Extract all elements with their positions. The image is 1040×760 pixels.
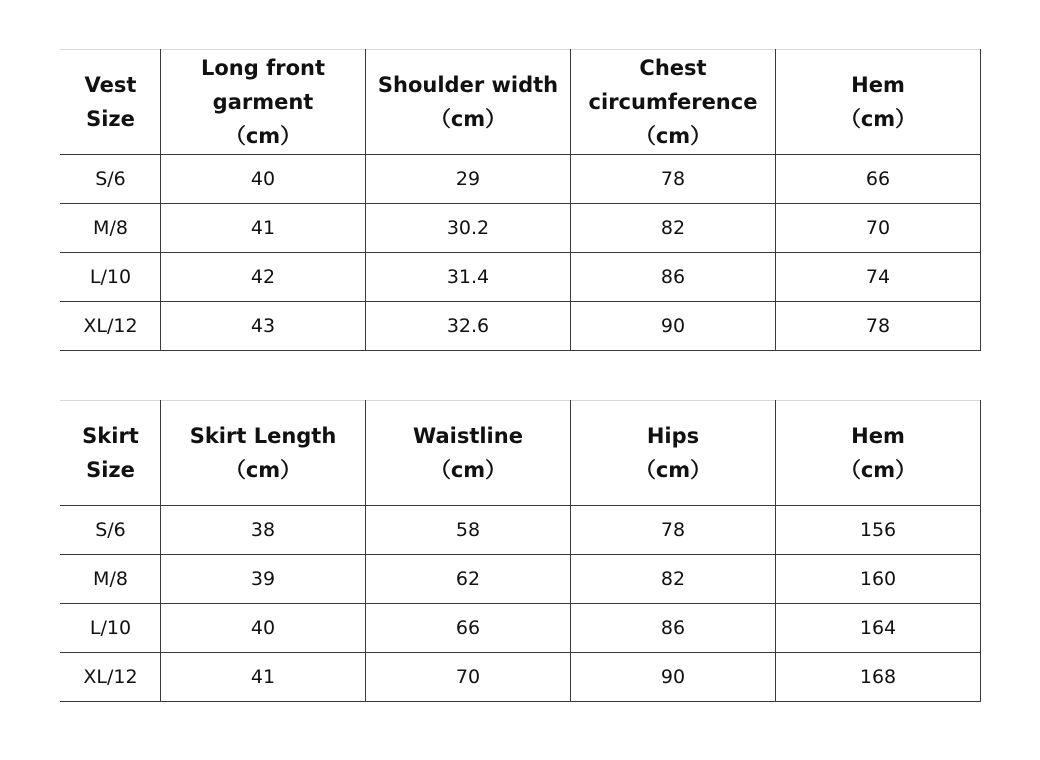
table-cell: 82 bbox=[571, 555, 776, 604]
table-cell: 86 bbox=[571, 604, 776, 653]
size-cell: XL/12 bbox=[61, 302, 161, 351]
table-row bbox=[61, 253, 981, 302]
header-line: Size bbox=[86, 107, 135, 131]
table-cell: 43 bbox=[161, 302, 366, 351]
header-line: Skirt bbox=[82, 424, 139, 448]
table-row bbox=[61, 155, 981, 204]
table-cell: 31.4 bbox=[366, 253, 571, 302]
table-cell: 40 bbox=[161, 604, 366, 653]
header-line: （cm） bbox=[839, 107, 917, 131]
table-cell: 90 bbox=[571, 653, 776, 702]
header-cell-long-front-garment bbox=[161, 50, 366, 155]
table-cell: 58 bbox=[366, 506, 571, 555]
header-cell-hem bbox=[776, 50, 981, 155]
header-line: Long front bbox=[200, 56, 325, 80]
header-line: Waistline bbox=[413, 424, 523, 448]
header-line: Vest bbox=[84, 73, 137, 97]
table-cell: 42 bbox=[161, 253, 366, 302]
header-cell-waistline bbox=[366, 401, 571, 506]
header-line: Hips bbox=[646, 424, 700, 448]
header-line: （cm） bbox=[429, 107, 507, 131]
skirt-size-table bbox=[60, 400, 981, 702]
header-cell-hem bbox=[776, 401, 981, 506]
header-cell-shoulder-width bbox=[366, 50, 571, 155]
table-cell: 82 bbox=[571, 204, 776, 253]
size-cell: M/8 bbox=[61, 204, 161, 253]
table-cell: 74 bbox=[776, 253, 981, 302]
header-cell-skirt-size bbox=[61, 401, 161, 506]
table-cell: 160 bbox=[776, 555, 981, 604]
size-cell: S/6 bbox=[61, 506, 161, 555]
table-cell: 66 bbox=[366, 604, 571, 653]
table-cell: 86 bbox=[571, 253, 776, 302]
table-cell: 32.6 bbox=[366, 302, 571, 351]
header-line: （cm） bbox=[429, 458, 507, 482]
header-line: （cm） bbox=[224, 458, 302, 482]
table-cell: 90 bbox=[571, 302, 776, 351]
table-cell: 70 bbox=[366, 653, 571, 702]
table-cell: 39 bbox=[161, 555, 366, 604]
size-cell: L/10 bbox=[61, 253, 161, 302]
header-cell-vest-size bbox=[61, 50, 161, 155]
header-line: Chest bbox=[639, 56, 707, 80]
header-line: circumference bbox=[588, 90, 758, 114]
header-line: （cm） bbox=[224, 124, 302, 148]
table-cell: 164 bbox=[776, 604, 981, 653]
header-cell-skirt-length bbox=[161, 401, 366, 506]
vest-header-row bbox=[61, 50, 981, 155]
table-row bbox=[61, 204, 981, 253]
table-cell: 168 bbox=[776, 653, 981, 702]
table-cell: 78 bbox=[571, 506, 776, 555]
vest-size-table bbox=[60, 49, 981, 351]
table-cell: 38 bbox=[161, 506, 366, 555]
table-row bbox=[61, 555, 981, 604]
table-cell: 41 bbox=[161, 204, 366, 253]
header-line: （cm） bbox=[634, 124, 712, 148]
size-cell: M/8 bbox=[61, 555, 161, 604]
size-cell: S/6 bbox=[61, 155, 161, 204]
header-line: Size bbox=[86, 458, 135, 482]
header-line: Skirt Length bbox=[189, 424, 337, 448]
size-cell: XL/12 bbox=[61, 653, 161, 702]
header-line: garment bbox=[212, 90, 314, 114]
table-cell: 78 bbox=[571, 155, 776, 204]
size-cell: L/10 bbox=[61, 604, 161, 653]
table-cell: 66 bbox=[776, 155, 981, 204]
table-row bbox=[61, 506, 981, 555]
table-cell: 29 bbox=[366, 155, 571, 204]
table-row bbox=[61, 302, 981, 351]
table-cell: 62 bbox=[366, 555, 571, 604]
header-line: （cm） bbox=[839, 458, 917, 482]
header-line: Shoulder width bbox=[377, 73, 559, 97]
header-line: （cm） bbox=[634, 458, 712, 482]
table-cell: 40 bbox=[161, 155, 366, 204]
table-cell: 156 bbox=[776, 506, 981, 555]
table-row bbox=[61, 604, 981, 653]
header-cell-hips bbox=[571, 401, 776, 506]
header-line: Hem bbox=[851, 73, 905, 97]
table-cell: 70 bbox=[776, 204, 981, 253]
table-cell: 41 bbox=[161, 653, 366, 702]
skirt-header-row bbox=[61, 401, 981, 506]
header-cell-chest-circumference bbox=[571, 50, 776, 155]
table-row bbox=[61, 653, 981, 702]
table-cell: 78 bbox=[776, 302, 981, 351]
table-cell: 30.2 bbox=[366, 204, 571, 253]
header-line: Hem bbox=[851, 424, 905, 448]
